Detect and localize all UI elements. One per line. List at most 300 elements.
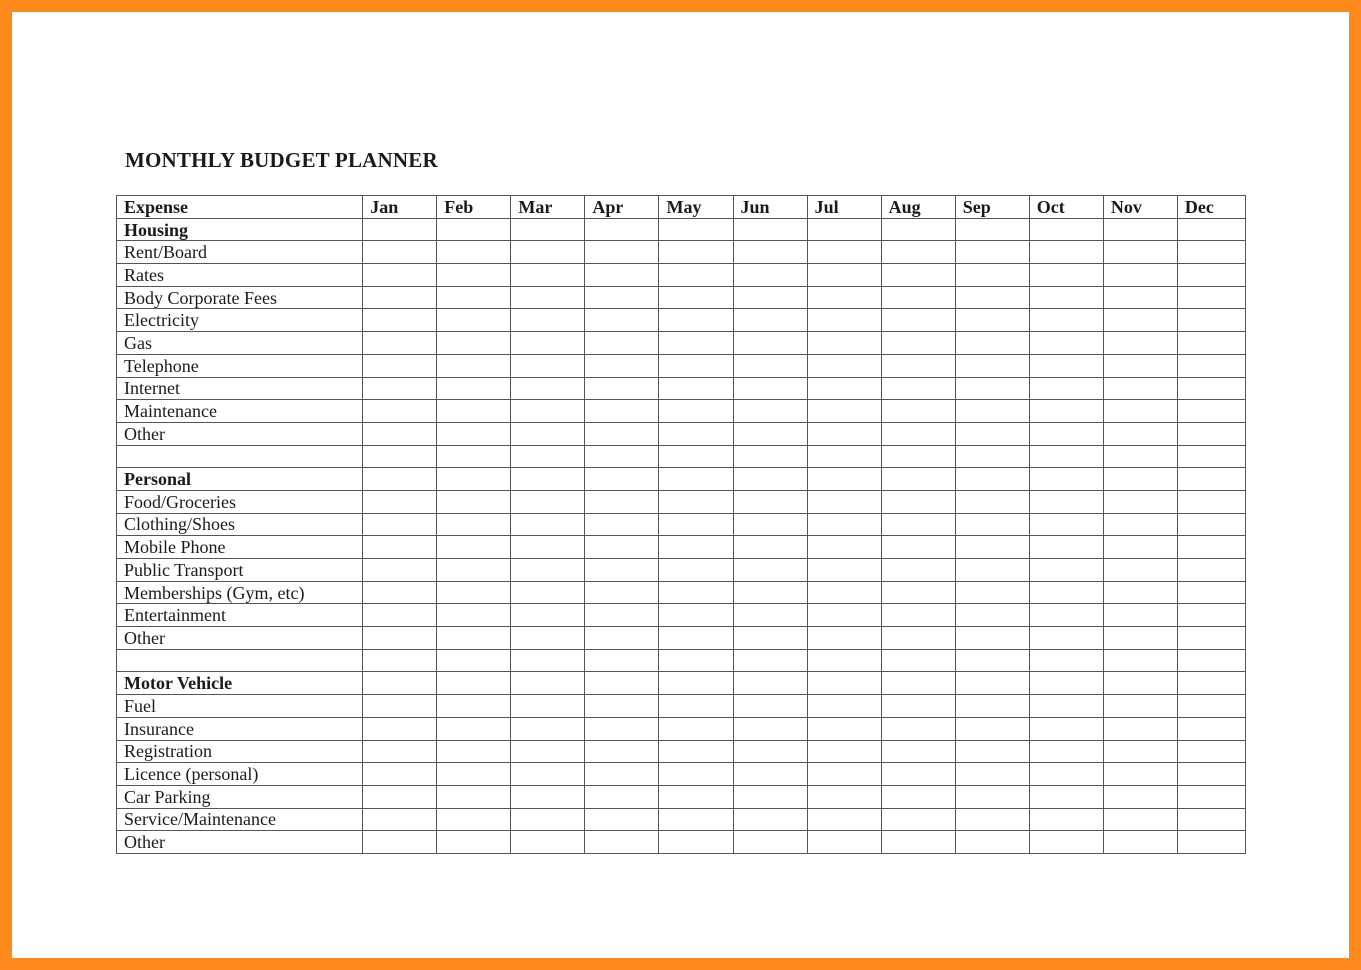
amount-cell[interactable] <box>881 808 955 831</box>
amount-cell[interactable] <box>733 808 807 831</box>
amount-cell[interactable] <box>955 468 1029 491</box>
amount-cell[interactable] <box>733 354 807 377</box>
amount-cell[interactable] <box>807 808 881 831</box>
amount-cell[interactable] <box>585 468 659 491</box>
amount-cell[interactable] <box>1177 649 1245 672</box>
amount-cell[interactable] <box>881 536 955 559</box>
amount-cell[interactable] <box>511 649 585 672</box>
amount-cell[interactable] <box>511 672 585 695</box>
amount-cell[interactable] <box>363 513 437 536</box>
amount-cell[interactable] <box>511 218 585 241</box>
amount-cell[interactable] <box>955 627 1029 650</box>
amount-cell[interactable] <box>955 241 1029 264</box>
amount-cell[interactable] <box>363 332 437 355</box>
amount-cell[interactable] <box>1103 400 1177 423</box>
amount-cell[interactable] <box>1103 559 1177 582</box>
amount-cell[interactable] <box>437 490 511 513</box>
amount-cell[interactable] <box>585 808 659 831</box>
amount-cell[interactable] <box>733 490 807 513</box>
amount-cell[interactable] <box>511 785 585 808</box>
amount-cell[interactable] <box>585 627 659 650</box>
amount-cell[interactable] <box>807 445 881 468</box>
amount-cell[interactable] <box>659 332 733 355</box>
amount-cell[interactable] <box>1103 377 1177 400</box>
amount-cell[interactable] <box>807 218 881 241</box>
amount-cell[interactable] <box>881 445 955 468</box>
amount-cell[interactable] <box>363 264 437 287</box>
amount-cell[interactable] <box>881 559 955 582</box>
amount-cell[interactable] <box>1103 218 1177 241</box>
amount-cell[interactable] <box>511 808 585 831</box>
amount-cell[interactable] <box>585 649 659 672</box>
amount-cell[interactable] <box>363 695 437 718</box>
amount-cell[interactable] <box>733 445 807 468</box>
amount-cell[interactable] <box>881 377 955 400</box>
amount-cell[interactable] <box>437 763 511 786</box>
amount-cell[interactable] <box>659 536 733 559</box>
amount-cell[interactable] <box>659 808 733 831</box>
amount-cell[interactable] <box>1177 627 1245 650</box>
amount-cell[interactable] <box>1029 400 1103 423</box>
amount-cell[interactable] <box>585 536 659 559</box>
amount-cell[interactable] <box>1177 354 1245 377</box>
amount-cell[interactable] <box>437 831 511 854</box>
amount-cell[interactable] <box>437 604 511 627</box>
amount-cell[interactable] <box>1103 264 1177 287</box>
amount-cell[interactable] <box>363 218 437 241</box>
amount-cell[interactable] <box>807 536 881 559</box>
amount-cell[interactable] <box>881 422 955 445</box>
amount-cell[interactable] <box>1103 627 1177 650</box>
amount-cell[interactable] <box>363 445 437 468</box>
amount-cell[interactable] <box>1177 309 1245 332</box>
amount-cell[interactable] <box>733 513 807 536</box>
amount-cell[interactable] <box>437 286 511 309</box>
amount-cell[interactable] <box>363 377 437 400</box>
amount-cell[interactable] <box>881 717 955 740</box>
amount-cell[interactable] <box>363 740 437 763</box>
amount-cell[interactable] <box>881 264 955 287</box>
amount-cell[interactable] <box>1177 490 1245 513</box>
amount-cell[interactable] <box>807 309 881 332</box>
amount-cell[interactable] <box>1103 808 1177 831</box>
amount-cell[interactable] <box>511 763 585 786</box>
amount-cell[interactable] <box>1103 763 1177 786</box>
amount-cell[interactable] <box>955 717 1029 740</box>
amount-cell[interactable] <box>1103 241 1177 264</box>
amount-cell[interactable] <box>881 332 955 355</box>
amount-cell[interactable] <box>659 649 733 672</box>
amount-cell[interactable] <box>1103 695 1177 718</box>
amount-cell[interactable] <box>1177 377 1245 400</box>
amount-cell[interactable] <box>511 490 585 513</box>
amount-cell[interactable] <box>1103 717 1177 740</box>
amount-cell[interactable] <box>881 309 955 332</box>
amount-cell[interactable] <box>511 695 585 718</box>
amount-cell[interactable] <box>659 468 733 491</box>
amount-cell[interactable] <box>1029 468 1103 491</box>
amount-cell[interactable] <box>1029 536 1103 559</box>
amount-cell[interactable] <box>1029 286 1103 309</box>
amount-cell[interactable] <box>955 377 1029 400</box>
amount-cell[interactable] <box>1029 513 1103 536</box>
amount-cell[interactable] <box>955 286 1029 309</box>
amount-cell[interactable] <box>881 400 955 423</box>
amount-cell[interactable] <box>955 264 1029 287</box>
amount-cell[interactable] <box>659 309 733 332</box>
amount-cell[interactable] <box>437 377 511 400</box>
amount-cell[interactable] <box>807 740 881 763</box>
amount-cell[interactable] <box>363 400 437 423</box>
amount-cell[interactable] <box>511 264 585 287</box>
amount-cell[interactable] <box>733 717 807 740</box>
amount-cell[interactable] <box>1103 604 1177 627</box>
amount-cell[interactable] <box>733 581 807 604</box>
amount-cell[interactable] <box>363 604 437 627</box>
amount-cell[interactable] <box>733 422 807 445</box>
amount-cell[interactable] <box>1029 445 1103 468</box>
amount-cell[interactable] <box>1177 559 1245 582</box>
amount-cell[interactable] <box>659 445 733 468</box>
amount-cell[interactable] <box>363 808 437 831</box>
amount-cell[interactable] <box>659 604 733 627</box>
amount-cell[interactable] <box>955 559 1029 582</box>
amount-cell[interactable] <box>363 785 437 808</box>
amount-cell[interactable] <box>659 581 733 604</box>
amount-cell[interactable] <box>1177 513 1245 536</box>
amount-cell[interactable] <box>807 354 881 377</box>
amount-cell[interactable] <box>511 831 585 854</box>
amount-cell[interactable] <box>437 468 511 491</box>
amount-cell[interactable] <box>733 377 807 400</box>
amount-cell[interactable] <box>363 581 437 604</box>
amount-cell[interactable] <box>881 218 955 241</box>
amount-cell[interactable] <box>659 490 733 513</box>
amount-cell[interactable] <box>1029 717 1103 740</box>
amount-cell[interactable] <box>659 627 733 650</box>
amount-cell[interactable] <box>437 627 511 650</box>
amount-cell[interactable] <box>733 559 807 582</box>
amount-cell[interactable] <box>1029 695 1103 718</box>
amount-cell[interactable] <box>585 422 659 445</box>
amount-cell[interactable] <box>1029 763 1103 786</box>
amount-cell[interactable] <box>1177 332 1245 355</box>
amount-cell[interactable] <box>1103 513 1177 536</box>
amount-cell[interactable] <box>807 627 881 650</box>
amount-cell[interactable] <box>955 649 1029 672</box>
amount-cell[interactable] <box>1177 581 1245 604</box>
amount-cell[interactable] <box>1103 354 1177 377</box>
amount-cell[interactable] <box>437 808 511 831</box>
amount-cell[interactable] <box>585 672 659 695</box>
amount-cell[interactable] <box>511 354 585 377</box>
amount-cell[interactable] <box>511 717 585 740</box>
amount-cell[interactable] <box>585 581 659 604</box>
amount-cell[interactable] <box>585 377 659 400</box>
amount-cell[interactable] <box>363 286 437 309</box>
amount-cell[interactable] <box>807 490 881 513</box>
amount-cell[interactable] <box>437 717 511 740</box>
amount-cell[interactable] <box>807 513 881 536</box>
amount-cell[interactable] <box>881 695 955 718</box>
amount-cell[interactable] <box>1177 831 1245 854</box>
amount-cell[interactable] <box>1029 332 1103 355</box>
amount-cell[interactable] <box>881 604 955 627</box>
amount-cell[interactable] <box>955 513 1029 536</box>
amount-cell[interactable] <box>363 763 437 786</box>
amount-cell[interactable] <box>807 763 881 786</box>
amount-cell[interactable] <box>881 627 955 650</box>
amount-cell[interactable] <box>585 354 659 377</box>
amount-cell[interactable] <box>1103 309 1177 332</box>
amount-cell[interactable] <box>437 445 511 468</box>
amount-cell[interactable] <box>881 241 955 264</box>
amount-cell[interactable] <box>955 218 1029 241</box>
amount-cell[interactable] <box>363 309 437 332</box>
amount-cell[interactable] <box>1029 354 1103 377</box>
amount-cell[interactable] <box>1103 490 1177 513</box>
amount-cell[interactable] <box>1103 785 1177 808</box>
amount-cell[interactable] <box>511 627 585 650</box>
amount-cell[interactable] <box>807 581 881 604</box>
amount-cell[interactable] <box>1177 604 1245 627</box>
amount-cell[interactable] <box>511 241 585 264</box>
amount-cell[interactable] <box>807 377 881 400</box>
amount-cell[interactable] <box>1177 286 1245 309</box>
amount-cell[interactable] <box>1029 649 1103 672</box>
amount-cell[interactable] <box>1103 445 1177 468</box>
amount-cell[interactable] <box>1103 468 1177 491</box>
amount-cell[interactable] <box>955 400 1029 423</box>
amount-cell[interactable] <box>1103 581 1177 604</box>
amount-cell[interactable] <box>733 831 807 854</box>
amount-cell[interactable] <box>585 763 659 786</box>
amount-cell[interactable] <box>659 717 733 740</box>
amount-cell[interactable] <box>363 241 437 264</box>
amount-cell[interactable] <box>1029 581 1103 604</box>
amount-cell[interactable] <box>585 445 659 468</box>
amount-cell[interactable] <box>733 309 807 332</box>
amount-cell[interactable] <box>955 695 1029 718</box>
amount-cell[interactable] <box>1029 740 1103 763</box>
amount-cell[interactable] <box>1029 785 1103 808</box>
amount-cell[interactable] <box>659 559 733 582</box>
amount-cell[interactable] <box>511 422 585 445</box>
amount-cell[interactable] <box>1177 740 1245 763</box>
amount-cell[interactable] <box>659 218 733 241</box>
amount-cell[interactable] <box>511 309 585 332</box>
amount-cell[interactable] <box>437 354 511 377</box>
amount-cell[interactable] <box>955 354 1029 377</box>
amount-cell[interactable] <box>881 581 955 604</box>
amount-cell[interactable] <box>1103 649 1177 672</box>
amount-cell[interactable] <box>1103 536 1177 559</box>
amount-cell[interactable] <box>1177 695 1245 718</box>
amount-cell[interactable] <box>585 604 659 627</box>
amount-cell[interactable] <box>1177 717 1245 740</box>
amount-cell[interactable] <box>585 400 659 423</box>
amount-cell[interactable] <box>807 400 881 423</box>
amount-cell[interactable] <box>1103 831 1177 854</box>
amount-cell[interactable] <box>511 332 585 355</box>
amount-cell[interactable] <box>363 559 437 582</box>
amount-cell[interactable] <box>955 490 1029 513</box>
amount-cell[interactable] <box>437 422 511 445</box>
amount-cell[interactable] <box>1029 831 1103 854</box>
amount-cell[interactable] <box>363 354 437 377</box>
amount-cell[interactable] <box>733 785 807 808</box>
amount-cell[interactable] <box>437 672 511 695</box>
amount-cell[interactable] <box>511 740 585 763</box>
amount-cell[interactable] <box>659 264 733 287</box>
amount-cell[interactable] <box>437 695 511 718</box>
amount-cell[interactable] <box>511 513 585 536</box>
amount-cell[interactable] <box>1177 422 1245 445</box>
amount-cell[interactable] <box>585 513 659 536</box>
amount-cell[interactable] <box>585 332 659 355</box>
amount-cell[interactable] <box>437 581 511 604</box>
amount-cell[interactable] <box>733 332 807 355</box>
amount-cell[interactable] <box>1177 218 1245 241</box>
amount-cell[interactable] <box>807 264 881 287</box>
amount-cell[interactable] <box>1177 672 1245 695</box>
amount-cell[interactable] <box>1029 604 1103 627</box>
amount-cell[interactable] <box>1103 672 1177 695</box>
amount-cell[interactable] <box>955 332 1029 355</box>
amount-cell[interactable] <box>1029 241 1103 264</box>
amount-cell[interactable] <box>1029 490 1103 513</box>
amount-cell[interactable] <box>585 264 659 287</box>
amount-cell[interactable] <box>1029 808 1103 831</box>
amount-cell[interactable] <box>1103 422 1177 445</box>
amount-cell[interactable] <box>1029 218 1103 241</box>
amount-cell[interactable] <box>511 400 585 423</box>
amount-cell[interactable] <box>585 218 659 241</box>
amount-cell[interactable] <box>881 286 955 309</box>
amount-cell[interactable] <box>733 604 807 627</box>
amount-cell[interactable] <box>659 400 733 423</box>
amount-cell[interactable] <box>807 717 881 740</box>
amount-cell[interactable] <box>881 831 955 854</box>
amount-cell[interactable] <box>955 422 1029 445</box>
amount-cell[interactable] <box>733 286 807 309</box>
amount-cell[interactable] <box>511 468 585 491</box>
amount-cell[interactable] <box>363 627 437 650</box>
amount-cell[interactable] <box>881 468 955 491</box>
amount-cell[interactable] <box>807 785 881 808</box>
amount-cell[interactable] <box>437 309 511 332</box>
amount-cell[interactable] <box>585 717 659 740</box>
amount-cell[interactable] <box>1177 445 1245 468</box>
amount-cell[interactable] <box>511 559 585 582</box>
amount-cell[interactable] <box>807 422 881 445</box>
amount-cell[interactable] <box>881 649 955 672</box>
amount-cell[interactable] <box>437 332 511 355</box>
amount-cell[interactable] <box>955 785 1029 808</box>
amount-cell[interactable] <box>733 400 807 423</box>
amount-cell[interactable] <box>955 536 1029 559</box>
amount-cell[interactable] <box>807 695 881 718</box>
amount-cell[interactable] <box>511 377 585 400</box>
amount-cell[interactable] <box>733 536 807 559</box>
amount-cell[interactable] <box>881 763 955 786</box>
amount-cell[interactable] <box>585 241 659 264</box>
amount-cell[interactable] <box>659 785 733 808</box>
amount-cell[interactable] <box>659 672 733 695</box>
amount-cell[interactable] <box>659 831 733 854</box>
amount-cell[interactable] <box>1029 559 1103 582</box>
amount-cell[interactable] <box>659 377 733 400</box>
amount-cell[interactable] <box>659 354 733 377</box>
amount-cell[interactable] <box>1029 672 1103 695</box>
amount-cell[interactable] <box>1177 468 1245 491</box>
amount-cell[interactable] <box>585 695 659 718</box>
amount-cell[interactable] <box>1177 400 1245 423</box>
amount-cell[interactable] <box>437 740 511 763</box>
amount-cell[interactable] <box>807 241 881 264</box>
amount-cell[interactable] <box>733 241 807 264</box>
amount-cell[interactable] <box>733 649 807 672</box>
amount-cell[interactable] <box>659 241 733 264</box>
amount-cell[interactable] <box>733 627 807 650</box>
amount-cell[interactable] <box>437 400 511 423</box>
amount-cell[interactable] <box>955 763 1029 786</box>
amount-cell[interactable] <box>585 490 659 513</box>
amount-cell[interactable] <box>437 241 511 264</box>
amount-cell[interactable] <box>807 559 881 582</box>
amount-cell[interactable] <box>585 286 659 309</box>
amount-cell[interactable] <box>733 468 807 491</box>
amount-cell[interactable] <box>955 672 1029 695</box>
amount-cell[interactable] <box>1029 264 1103 287</box>
amount-cell[interactable] <box>955 581 1029 604</box>
amount-cell[interactable] <box>807 604 881 627</box>
amount-cell[interactable] <box>881 785 955 808</box>
amount-cell[interactable] <box>807 649 881 672</box>
amount-cell[interactable] <box>437 536 511 559</box>
amount-cell[interactable] <box>807 286 881 309</box>
amount-cell[interactable] <box>363 717 437 740</box>
amount-cell[interactable] <box>1177 536 1245 559</box>
amount-cell[interactable] <box>807 831 881 854</box>
amount-cell[interactable] <box>1177 763 1245 786</box>
amount-cell[interactable] <box>1177 785 1245 808</box>
amount-cell[interactable] <box>955 808 1029 831</box>
amount-cell[interactable] <box>363 831 437 854</box>
amount-cell[interactable] <box>955 445 1029 468</box>
amount-cell[interactable] <box>1177 241 1245 264</box>
amount-cell[interactable] <box>1177 808 1245 831</box>
amount-cell[interactable] <box>437 649 511 672</box>
amount-cell[interactable] <box>733 218 807 241</box>
amount-cell[interactable] <box>1103 286 1177 309</box>
amount-cell[interactable] <box>955 831 1029 854</box>
amount-cell[interactable] <box>437 218 511 241</box>
amount-cell[interactable] <box>585 309 659 332</box>
amount-cell[interactable] <box>955 309 1029 332</box>
amount-cell[interactable] <box>955 604 1029 627</box>
amount-cell[interactable] <box>585 785 659 808</box>
amount-cell[interactable] <box>363 490 437 513</box>
amount-cell[interactable] <box>659 763 733 786</box>
amount-cell[interactable] <box>733 740 807 763</box>
amount-cell[interactable] <box>955 740 1029 763</box>
amount-cell[interactable] <box>733 264 807 287</box>
amount-cell[interactable] <box>881 740 955 763</box>
amount-cell[interactable] <box>511 445 585 468</box>
amount-cell[interactable] <box>659 513 733 536</box>
amount-cell[interactable] <box>807 332 881 355</box>
